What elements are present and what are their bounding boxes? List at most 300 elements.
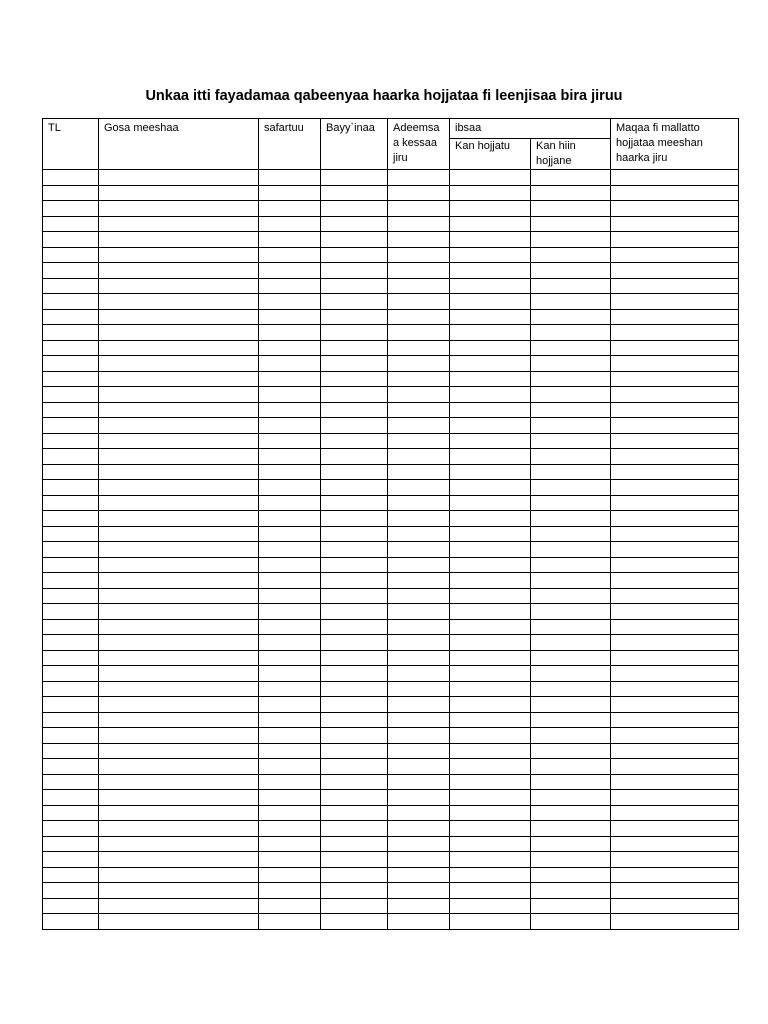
cell-adeemsa bbox=[388, 542, 450, 558]
cell-gosa-meeshaa bbox=[99, 526, 259, 542]
cell-safartuu bbox=[259, 511, 321, 527]
cell-gosa-meeshaa bbox=[99, 325, 259, 341]
cell-kan-hiin-hojjane bbox=[531, 867, 611, 883]
table-row bbox=[43, 371, 739, 387]
cell-kan-hojjatu bbox=[450, 790, 531, 806]
cell-gosa-meeshaa bbox=[99, 573, 259, 589]
cell-safartuu bbox=[259, 774, 321, 790]
cell-tl bbox=[43, 371, 99, 387]
cell-adeemsa bbox=[388, 712, 450, 728]
cell-bayyinaa bbox=[321, 309, 388, 325]
cell-kan-hiin-hojjane bbox=[531, 588, 611, 604]
cell-kan-hojjatu bbox=[450, 263, 531, 279]
cell-bayyinaa bbox=[321, 914, 388, 930]
cell-adeemsa bbox=[388, 433, 450, 449]
cell-maqaa bbox=[611, 666, 739, 682]
cell-maqaa bbox=[611, 263, 739, 279]
cell-tl bbox=[43, 170, 99, 186]
cell-kan-hojjatu bbox=[450, 852, 531, 868]
cell-adeemsa bbox=[388, 185, 450, 201]
cell-kan-hiin-hojjane bbox=[531, 914, 611, 930]
cell-bayyinaa bbox=[321, 774, 388, 790]
table-row bbox=[43, 604, 739, 620]
cell-bayyinaa bbox=[321, 883, 388, 899]
cell-gosa-meeshaa bbox=[99, 170, 259, 186]
cell-safartuu bbox=[259, 666, 321, 682]
cell-tl bbox=[43, 759, 99, 775]
cell-tl bbox=[43, 464, 99, 480]
cell-safartuu bbox=[259, 418, 321, 434]
cell-kan-hiin-hojjane bbox=[531, 650, 611, 666]
cell-maqaa bbox=[611, 418, 739, 434]
cell-safartuu bbox=[259, 201, 321, 217]
cell-safartuu bbox=[259, 371, 321, 387]
cell-safartuu bbox=[259, 759, 321, 775]
cell-gosa-meeshaa bbox=[99, 759, 259, 775]
cell-safartuu bbox=[259, 356, 321, 372]
cell-bayyinaa bbox=[321, 340, 388, 356]
cell-safartuu bbox=[259, 743, 321, 759]
cell-tl bbox=[43, 557, 99, 573]
header-adeemsa: Adeemsa a kessaa jiru bbox=[388, 119, 450, 170]
cell-kan-hiin-hojjane bbox=[531, 604, 611, 620]
cell-tl bbox=[43, 449, 99, 465]
cell-kan-hojjatu bbox=[450, 495, 531, 511]
cell-adeemsa bbox=[388, 216, 450, 232]
cell-tl bbox=[43, 185, 99, 201]
cell-bayyinaa bbox=[321, 495, 388, 511]
cell-gosa-meeshaa bbox=[99, 635, 259, 651]
cell-tl bbox=[43, 790, 99, 806]
cell-bayyinaa bbox=[321, 588, 388, 604]
cell-gosa-meeshaa bbox=[99, 743, 259, 759]
cell-tl bbox=[43, 852, 99, 868]
cell-gosa-meeshaa bbox=[99, 852, 259, 868]
cell-kan-hojjatu bbox=[450, 356, 531, 372]
cell-tl bbox=[43, 635, 99, 651]
cell-gosa-meeshaa bbox=[99, 604, 259, 620]
cell-tl bbox=[43, 418, 99, 434]
cell-safartuu bbox=[259, 573, 321, 589]
cell-maqaa bbox=[611, 573, 739, 589]
cell-kan-hiin-hojjane bbox=[531, 898, 611, 914]
cell-kan-hiin-hojjane bbox=[531, 216, 611, 232]
cell-gosa-meeshaa bbox=[99, 216, 259, 232]
cell-safartuu bbox=[259, 619, 321, 635]
cell-safartuu bbox=[259, 914, 321, 930]
cell-bayyinaa bbox=[321, 356, 388, 372]
table-row bbox=[43, 216, 739, 232]
cell-safartuu bbox=[259, 681, 321, 697]
table-row bbox=[43, 542, 739, 558]
table-row bbox=[43, 263, 739, 279]
cell-bayyinaa bbox=[321, 743, 388, 759]
cell-gosa-meeshaa bbox=[99, 790, 259, 806]
cell-maqaa bbox=[611, 356, 739, 372]
cell-tl bbox=[43, 495, 99, 511]
cell-kan-hojjatu bbox=[450, 619, 531, 635]
table-row bbox=[43, 790, 739, 806]
cell-gosa-meeshaa bbox=[99, 356, 259, 372]
cell-gosa-meeshaa bbox=[99, 836, 259, 852]
cell-bayyinaa bbox=[321, 557, 388, 573]
cell-bayyinaa bbox=[321, 433, 388, 449]
cell-gosa-meeshaa bbox=[99, 588, 259, 604]
cell-gosa-meeshaa bbox=[99, 728, 259, 744]
cell-maqaa bbox=[611, 759, 739, 775]
cell-tl bbox=[43, 604, 99, 620]
cell-kan-hiin-hojjane bbox=[531, 371, 611, 387]
cell-safartuu bbox=[259, 449, 321, 465]
cell-tl bbox=[43, 278, 99, 294]
cell-kan-hiin-hojjane bbox=[531, 697, 611, 713]
cell-maqaa bbox=[611, 867, 739, 883]
cell-gosa-meeshaa bbox=[99, 914, 259, 930]
cell-safartuu bbox=[259, 805, 321, 821]
cell-maqaa bbox=[611, 805, 739, 821]
cell-kan-hiin-hojjane bbox=[531, 263, 611, 279]
cell-safartuu bbox=[259, 309, 321, 325]
cell-adeemsa bbox=[388, 557, 450, 573]
cell-safartuu bbox=[259, 697, 321, 713]
cell-maqaa bbox=[611, 232, 739, 248]
cell-safartuu bbox=[259, 728, 321, 744]
cell-maqaa bbox=[611, 325, 739, 341]
cell-safartuu bbox=[259, 340, 321, 356]
cell-safartuu bbox=[259, 867, 321, 883]
cell-tl bbox=[43, 216, 99, 232]
cell-safartuu bbox=[259, 480, 321, 496]
cell-safartuu bbox=[259, 387, 321, 403]
cell-safartuu bbox=[259, 650, 321, 666]
cell-kan-hojjatu bbox=[450, 232, 531, 248]
cell-gosa-meeshaa bbox=[99, 619, 259, 635]
cell-maqaa bbox=[611, 821, 739, 837]
cell-adeemsa bbox=[388, 681, 450, 697]
cell-kan-hiin-hojjane bbox=[531, 356, 611, 372]
cell-kan-hojjatu bbox=[450, 836, 531, 852]
table-row bbox=[43, 340, 739, 356]
cell-bayyinaa bbox=[321, 511, 388, 527]
table-row bbox=[43, 402, 739, 418]
cell-adeemsa bbox=[388, 511, 450, 527]
cell-kan-hojjatu bbox=[450, 635, 531, 651]
cell-adeemsa bbox=[388, 402, 450, 418]
cell-adeemsa bbox=[388, 697, 450, 713]
cell-kan-hiin-hojjane bbox=[531, 340, 611, 356]
cell-bayyinaa bbox=[321, 604, 388, 620]
cell-safartuu bbox=[259, 263, 321, 279]
table-row bbox=[43, 573, 739, 589]
cell-kan-hojjatu bbox=[450, 573, 531, 589]
table-row bbox=[43, 681, 739, 697]
cell-maqaa bbox=[611, 604, 739, 620]
header-ibsaa: ibsaa bbox=[450, 119, 611, 139]
table-row bbox=[43, 418, 739, 434]
cell-maqaa bbox=[611, 201, 739, 217]
cell-kan-hiin-hojjane bbox=[531, 836, 611, 852]
cell-kan-hojjatu bbox=[450, 294, 531, 310]
cell-kan-hiin-hojjane bbox=[531, 247, 611, 263]
cell-tl bbox=[43, 232, 99, 248]
cell-adeemsa bbox=[388, 743, 450, 759]
table-row bbox=[43, 495, 739, 511]
cell-kan-hojjatu bbox=[450, 511, 531, 527]
cell-gosa-meeshaa bbox=[99, 650, 259, 666]
cell-kan-hiin-hojjane bbox=[531, 759, 611, 775]
cell-tl bbox=[43, 805, 99, 821]
table-row bbox=[43, 883, 739, 899]
cell-bayyinaa bbox=[321, 759, 388, 775]
cell-kan-hojjatu bbox=[450, 821, 531, 837]
cell-tl bbox=[43, 387, 99, 403]
cell-gosa-meeshaa bbox=[99, 480, 259, 496]
cell-maqaa bbox=[611, 247, 739, 263]
cell-kan-hojjatu bbox=[450, 247, 531, 263]
cell-kan-hiin-hojjane bbox=[531, 449, 611, 465]
cell-adeemsa bbox=[388, 247, 450, 263]
cell-kan-hiin-hojjane bbox=[531, 387, 611, 403]
table-row bbox=[43, 666, 739, 682]
cell-bayyinaa bbox=[321, 464, 388, 480]
cell-bayyinaa bbox=[321, 697, 388, 713]
table-row bbox=[43, 294, 739, 310]
cell-gosa-meeshaa bbox=[99, 774, 259, 790]
cell-safartuu bbox=[259, 604, 321, 620]
cell-adeemsa bbox=[388, 790, 450, 806]
cell-bayyinaa bbox=[321, 371, 388, 387]
cell-kan-hojjatu bbox=[450, 666, 531, 682]
cell-adeemsa bbox=[388, 387, 450, 403]
cell-maqaa bbox=[611, 914, 739, 930]
cell-safartuu bbox=[259, 247, 321, 263]
table-row bbox=[43, 356, 739, 372]
cell-maqaa bbox=[611, 278, 739, 294]
table-row bbox=[43, 387, 739, 403]
cell-kan-hiin-hojjane bbox=[531, 821, 611, 837]
cell-kan-hiin-hojjane bbox=[531, 511, 611, 527]
cell-safartuu bbox=[259, 635, 321, 651]
cell-tl bbox=[43, 542, 99, 558]
cell-adeemsa bbox=[388, 480, 450, 496]
cell-kan-hiin-hojjane bbox=[531, 495, 611, 511]
cell-kan-hiin-hojjane bbox=[531, 805, 611, 821]
cell-adeemsa bbox=[388, 650, 450, 666]
cell-safartuu bbox=[259, 464, 321, 480]
cell-safartuu bbox=[259, 526, 321, 542]
cell-bayyinaa bbox=[321, 836, 388, 852]
cell-adeemsa bbox=[388, 356, 450, 372]
cell-kan-hojjatu bbox=[450, 402, 531, 418]
cell-tl bbox=[43, 356, 99, 372]
cell-kan-hojjatu bbox=[450, 867, 531, 883]
cell-adeemsa bbox=[388, 914, 450, 930]
cell-kan-hojjatu bbox=[450, 371, 531, 387]
cell-adeemsa bbox=[388, 759, 450, 775]
cell-maqaa bbox=[611, 650, 739, 666]
cell-safartuu bbox=[259, 232, 321, 248]
cell-adeemsa bbox=[388, 883, 450, 899]
cell-kan-hojjatu bbox=[450, 201, 531, 217]
cell-safartuu bbox=[259, 402, 321, 418]
cell-tl bbox=[43, 712, 99, 728]
cell-tl bbox=[43, 728, 99, 744]
cell-safartuu bbox=[259, 898, 321, 914]
cell-maqaa bbox=[611, 309, 739, 325]
cell-adeemsa bbox=[388, 805, 450, 821]
cell-maqaa bbox=[611, 681, 739, 697]
cell-maqaa bbox=[611, 712, 739, 728]
cell-kan-hiin-hojjane bbox=[531, 743, 611, 759]
cell-gosa-meeshaa bbox=[99, 464, 259, 480]
table-row bbox=[43, 557, 739, 573]
cell-maqaa bbox=[611, 635, 739, 651]
cell-adeemsa bbox=[388, 728, 450, 744]
cell-tl bbox=[43, 588, 99, 604]
cell-gosa-meeshaa bbox=[99, 681, 259, 697]
cell-gosa-meeshaa bbox=[99, 294, 259, 310]
cell-kan-hojjatu bbox=[450, 526, 531, 542]
cell-maqaa bbox=[611, 387, 739, 403]
table-row bbox=[43, 774, 739, 790]
cell-bayyinaa bbox=[321, 325, 388, 341]
cell-maqaa bbox=[611, 464, 739, 480]
cell-bayyinaa bbox=[321, 263, 388, 279]
cell-tl bbox=[43, 433, 99, 449]
cell-tl bbox=[43, 821, 99, 837]
header-kan-hojjatu: Kan hojjatu bbox=[450, 139, 531, 170]
cell-bayyinaa bbox=[321, 402, 388, 418]
cell-kan-hojjatu bbox=[450, 557, 531, 573]
cell-safartuu bbox=[259, 185, 321, 201]
cell-kan-hiin-hojjane bbox=[531, 294, 611, 310]
table-row bbox=[43, 821, 739, 837]
cell-kan-hojjatu bbox=[450, 759, 531, 775]
cell-kan-hiin-hojjane bbox=[531, 774, 611, 790]
cell-gosa-meeshaa bbox=[99, 201, 259, 217]
cell-bayyinaa bbox=[321, 216, 388, 232]
cell-maqaa bbox=[611, 480, 739, 496]
cell-tl bbox=[43, 743, 99, 759]
cell-safartuu bbox=[259, 278, 321, 294]
cell-kan-hiin-hojjane bbox=[531, 712, 611, 728]
table-row bbox=[43, 588, 739, 604]
cell-maqaa bbox=[611, 790, 739, 806]
cell-safartuu bbox=[259, 542, 321, 558]
cell-bayyinaa bbox=[321, 573, 388, 589]
cell-kan-hiin-hojjane bbox=[531, 232, 611, 248]
cell-kan-hojjatu bbox=[450, 914, 531, 930]
header-row bbox=[43, 119, 739, 139]
cell-kan-hiin-hojjane bbox=[531, 201, 611, 217]
cell-adeemsa bbox=[388, 340, 450, 356]
cell-kan-hojjatu bbox=[450, 480, 531, 496]
table-row bbox=[43, 619, 739, 635]
cell-tl bbox=[43, 650, 99, 666]
cell-gosa-meeshaa bbox=[99, 542, 259, 558]
table-row bbox=[43, 898, 739, 914]
cell-gosa-meeshaa bbox=[99, 557, 259, 573]
cell-bayyinaa bbox=[321, 666, 388, 682]
cell-kan-hiin-hojjane bbox=[531, 557, 611, 573]
cell-kan-hojjatu bbox=[450, 309, 531, 325]
cell-bayyinaa bbox=[321, 619, 388, 635]
cell-kan-hiin-hojjane bbox=[531, 883, 611, 899]
cell-adeemsa bbox=[388, 821, 450, 837]
cell-gosa-meeshaa bbox=[99, 712, 259, 728]
cell-kan-hojjatu bbox=[450, 340, 531, 356]
header-safartuu: safartuu bbox=[259, 119, 321, 170]
cell-kan-hojjatu bbox=[450, 712, 531, 728]
cell-maqaa bbox=[611, 495, 739, 511]
cell-kan-hojjatu bbox=[450, 650, 531, 666]
header-tl: TL bbox=[43, 119, 99, 170]
cell-gosa-meeshaa bbox=[99, 666, 259, 682]
cell-adeemsa bbox=[388, 464, 450, 480]
cell-kan-hiin-hojjane bbox=[531, 464, 611, 480]
page-title: Unkaa itti fayadamaa qabeenyaa haarka hojjataa fi leenjisaa bira jiruu bbox=[145, 88, 623, 104]
cell-tl bbox=[43, 666, 99, 682]
cell-tl bbox=[43, 247, 99, 263]
cell-bayyinaa bbox=[321, 867, 388, 883]
table-row bbox=[43, 247, 739, 263]
cell-maqaa bbox=[611, 511, 739, 527]
cell-kan-hiin-hojjane bbox=[531, 728, 611, 744]
cell-gosa-meeshaa bbox=[99, 387, 259, 403]
cell-safartuu bbox=[259, 712, 321, 728]
cell-bayyinaa bbox=[321, 185, 388, 201]
table-row bbox=[43, 449, 739, 465]
cell-maqaa bbox=[611, 836, 739, 852]
cell-bayyinaa bbox=[321, 170, 388, 186]
header-bayyinaa: Bayy`inaa bbox=[321, 119, 388, 170]
cell-safartuu bbox=[259, 790, 321, 806]
cell-tl bbox=[43, 263, 99, 279]
cell-maqaa bbox=[611, 542, 739, 558]
header-kan-hiin-hojjane: Kan hiin hojjane bbox=[531, 139, 611, 170]
cell-tl bbox=[43, 294, 99, 310]
cell-gosa-meeshaa bbox=[99, 898, 259, 914]
cell-gosa-meeshaa bbox=[99, 433, 259, 449]
table-row bbox=[43, 170, 739, 186]
cell-adeemsa bbox=[388, 170, 450, 186]
cell-bayyinaa bbox=[321, 387, 388, 403]
cell-tl bbox=[43, 619, 99, 635]
cell-adeemsa bbox=[388, 836, 450, 852]
table-row bbox=[43, 464, 739, 480]
cell-kan-hojjatu bbox=[450, 883, 531, 899]
cell-adeemsa bbox=[388, 666, 450, 682]
cell-kan-hiin-hojjane bbox=[531, 325, 611, 341]
cell-kan-hiin-hojjane bbox=[531, 278, 611, 294]
cell-bayyinaa bbox=[321, 790, 388, 806]
cell-kan-hojjatu bbox=[450, 464, 531, 480]
cell-gosa-meeshaa bbox=[99, 449, 259, 465]
cell-bayyinaa bbox=[321, 805, 388, 821]
cell-maqaa bbox=[611, 294, 739, 310]
cell-tl bbox=[43, 309, 99, 325]
cell-kan-hojjatu bbox=[450, 325, 531, 341]
cell-kan-hojjatu bbox=[450, 805, 531, 821]
cell-adeemsa bbox=[388, 232, 450, 248]
cell-maqaa bbox=[611, 371, 739, 387]
cell-gosa-meeshaa bbox=[99, 821, 259, 837]
cell-maqaa bbox=[611, 449, 739, 465]
table-row bbox=[43, 914, 739, 930]
header-maqaa: Maqaa fi mallatto hojjataa meeshan haarka jiru bbox=[611, 119, 739, 170]
cell-adeemsa bbox=[388, 495, 450, 511]
cell-gosa-meeshaa bbox=[99, 263, 259, 279]
